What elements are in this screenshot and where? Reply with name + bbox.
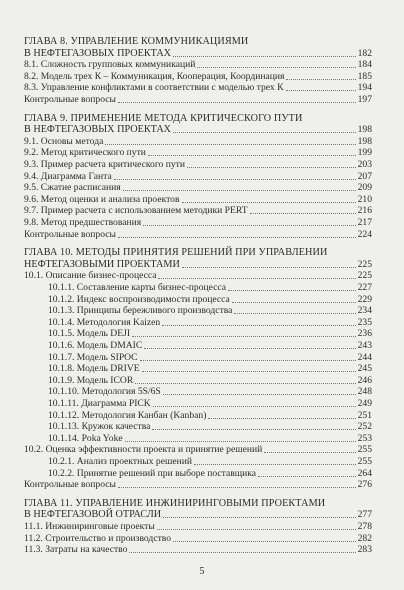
toc-entry-page: 246	[357, 374, 372, 386]
toc-entry-page: 283	[357, 544, 372, 556]
toc-entry-page: 234	[357, 305, 372, 317]
chapter-heading	[24, 259, 372, 270]
toc-entry	[24, 159, 372, 170]
dot-leader	[187, 166, 356, 168]
toc-entry-page: 225	[357, 258, 372, 270]
chapter-heading: ГЛАВА 11. УПРАВЛЕНИЕ ИНЖИНИРИНГОВЫМИ ПРОЕКТАМИ	[24, 497, 326, 509]
toc-entry-title: Контрольные вопросы	[24, 228, 116, 240]
dot-leader	[173, 131, 356, 133]
toc-entry	[48, 456, 372, 467]
dot-leader	[197, 66, 355, 68]
toc-entry-page: 229	[357, 293, 372, 305]
toc-entry	[24, 544, 372, 555]
toc-entry-title: 9.6. Метод оценки и анализа проектов	[24, 193, 180, 205]
toc-entry	[24, 147, 372, 158]
dot-leader	[105, 143, 355, 145]
dot-leader	[232, 301, 356, 303]
toc-entry	[24, 205, 372, 216]
toc-entry-title: 10.1.14. Poka Yoke	[48, 432, 123, 444]
toc-entry-title: 10.1.1. Составление карты бизнес-процесса	[48, 282, 227, 293]
toc-entry-title: 10.2. Оценка эффективности проекта и принятие решений	[24, 444, 263, 456]
toc-entry	[48, 398, 372, 409]
dot-leader	[194, 463, 356, 465]
toc-entry	[48, 363, 372, 374]
toc-entry-page: 225	[357, 270, 372, 282]
toc-entry	[48, 305, 372, 316]
toc-entry-page: 216	[357, 205, 372, 217]
toc-entry-title: В НЕФТЕГАЗОВЫХ ПРОЕКТАХ	[24, 124, 172, 136]
chapter-heading	[24, 124, 372, 135]
toc-entry-title: 8.3. Управление конфликтами в соответствии с моделью трех К	[24, 82, 284, 94]
dot-leader	[234, 312, 355, 314]
toc-entry-title: 9.1. Основы метода	[24, 135, 104, 147]
dot-leader	[286, 89, 356, 91]
dot-leader	[123, 189, 356, 191]
toc-entry-page: 182	[357, 47, 372, 59]
toc-entry-page: 203	[357, 159, 372, 170]
dot-leader	[286, 78, 355, 80]
toc-entry-page: 198	[357, 124, 372, 136]
toc-entry-title: 10.1. Описание бизнес-процесса	[24, 270, 157, 282]
toc-entry-page: 244	[357, 351, 372, 363]
toc-entry-title: 11.1. Инжиниринговые проекты	[24, 521, 155, 532]
toc-entry-page: 252	[357, 421, 372, 433]
toc-entry-title: 9.7. Пример расчета с использованием методики PERT	[24, 205, 248, 217]
toc-entry-title: 8.2. Модель трех К – Коммуникация, Кооперация, Координация	[24, 70, 285, 82]
toc-entry	[48, 352, 372, 363]
toc-entry-title: 10.1.7. Модель SIPOC	[48, 351, 138, 363]
dot-leader	[182, 201, 356, 203]
dot-leader	[140, 359, 356, 361]
page-number: 5	[199, 566, 205, 577]
toc-entry-page: 198	[357, 135, 372, 147]
dot-leader	[264, 451, 355, 453]
toc-entry-page: 277	[357, 509, 372, 521]
toc-entry	[24, 82, 372, 93]
toc-entry-page: 245	[357, 363, 372, 375]
toc-entry-page: 255	[357, 456, 372, 467]
toc-entry	[24, 171, 372, 182]
toc-entry	[48, 410, 372, 421]
toc-entry	[24, 229, 372, 240]
toc-entry-title: Контрольные вопросы	[24, 94, 116, 105]
toc-entry-title: 10.1.12. Методология Канбан (Kanban)	[48, 409, 207, 421]
toc-entry-page: 209	[357, 182, 372, 194]
dot-leader	[163, 393, 356, 395]
toc-entry	[48, 386, 372, 397]
toc-entry-title: 8.1. Сложность групповых коммуникаций	[24, 59, 196, 71]
toc-entry-page: 236	[357, 328, 372, 340]
chapter-heading	[24, 509, 372, 520]
dot-leader	[114, 178, 356, 180]
toc-entry-title: 9.3. Пример расчета критического пути	[24, 159, 185, 170]
toc-entry-title: 11.3. Затраты на качество	[24, 544, 128, 556]
toc-entry-page: 224	[357, 228, 372, 240]
dot-leader	[118, 486, 356, 488]
toc-entry-title: 10.1.2. Индекс воспроизводимости процесса	[48, 293, 230, 305]
toc-entry	[48, 421, 372, 432]
toc-entry-title: 9.8. Метод предшествования	[24, 217, 142, 228]
toc-entry	[24, 479, 372, 490]
toc-entry	[24, 59, 372, 70]
dot-leader	[143, 224, 355, 226]
dot-leader	[163, 516, 355, 518]
dot-leader	[258, 475, 356, 477]
toc-entry-page: 199	[357, 147, 372, 159]
toc-entry-title: 10.1.8. Модель DRIVE	[48, 363, 140, 375]
toc-entry-page: 207	[357, 170, 372, 182]
chapter-heading: ГЛАВА 8. УПРАВЛЕНИЕ КОММУНИКАЦИЯМИ	[24, 36, 249, 47]
toc-entry-page: 185	[357, 70, 372, 82]
dot-leader	[125, 440, 356, 442]
toc-entry	[24, 182, 372, 193]
toc-entry	[48, 468, 372, 479]
toc-entry-page: 194	[357, 82, 372, 94]
toc-entry-page: 249	[357, 398, 372, 409]
toc-entry-title: В НЕФТЕГАЗОВОЙ ОТРАСЛИ	[24, 509, 162, 521]
dot-leader	[228, 289, 356, 291]
dot-leader	[162, 324, 355, 326]
toc-entry-title: 9.5. Сжатие расписания	[24, 182, 121, 194]
toc-entry	[24, 217, 372, 228]
toc-entry	[48, 433, 372, 444]
toc-entry-title: 10.1.3. Принципы бережливого производства	[48, 305, 233, 317]
dot-leader	[173, 540, 356, 542]
toc-entry	[24, 444, 372, 455]
dot-leader	[129, 551, 355, 553]
toc-entry-page: 255	[357, 444, 372, 456]
toc-entry-page: 264	[357, 467, 372, 479]
dot-leader	[182, 266, 356, 268]
toc-entry	[48, 282, 372, 293]
toc-entry-title: НЕФТЕГАЗОВЫМИ ПРОЕКТАМИ	[24, 258, 180, 270]
dot-leader	[157, 528, 356, 530]
toc-entry-page: 251	[357, 409, 372, 421]
dot-leader	[158, 277, 355, 279]
toc-entry	[24, 136, 372, 147]
toc-entry-page: 253	[357, 432, 372, 444]
toc-entry-page: 217	[357, 217, 372, 228]
dot-leader	[208, 417, 355, 419]
chapter-heading: ГЛАВА 10. МЕТОДЫ ПРИНЯТИЯ РЕШЕНИЙ ПРИ УПРАВЛЕНИИ	[24, 247, 328, 259]
toc-entry	[24, 270, 372, 281]
toc-entry	[24, 533, 372, 544]
dot-leader	[135, 382, 355, 384]
dot-leader	[132, 335, 356, 337]
toc-entry-page: 278	[357, 521, 372, 532]
toc-entry-page: 282	[357, 532, 372, 544]
toc-entry	[24, 521, 372, 532]
toc-entry-title: 10.1.11. Диаграмма PICK	[48, 398, 151, 409]
toc-entry-title: 10.1.4. Методология Kaizen	[48, 316, 161, 328]
dot-leader	[153, 405, 356, 407]
toc-entry-page: 248	[357, 386, 372, 398]
toc-entry-title: 11.2. Строительство и производство	[24, 532, 172, 544]
toc-entry	[48, 340, 372, 351]
dot-leader	[250, 212, 356, 214]
toc-entry-title: 10.2.1. Анализ проектных решений	[48, 456, 193, 467]
chapter-heading: ГЛАВА 9. ПРИМЕНЕНИЕ МЕТОДА КРИТИЧЕСКОГО ПУТИ	[24, 112, 303, 124]
toc-entry	[48, 328, 372, 339]
toc-entry	[48, 317, 372, 328]
toc-entry	[24, 71, 372, 82]
toc-entry-title: 10.1.10. Методология 5S/6S	[48, 386, 161, 398]
toc-entry-page: 184	[357, 59, 372, 71]
toc-entry-title: 10.1.9. Модель ICOR	[48, 374, 134, 386]
toc-entry-page: 227	[357, 282, 372, 293]
chapter-heading	[24, 48, 372, 59]
toc-entry-title: 9.4. Диаграмма Ганта	[24, 170, 112, 182]
dot-leader	[173, 55, 356, 57]
toc-entry-page: 235	[357, 316, 372, 328]
toc-entry	[24, 94, 372, 105]
dot-leader	[152, 428, 355, 430]
toc-entry-title: 9.2. Метод критического пути	[24, 147, 146, 159]
dot-leader	[118, 101, 356, 103]
toc-entry-page: 210	[357, 193, 372, 205]
dot-leader	[142, 370, 356, 372]
toc-entry-title: Контрольные вопросы	[24, 479, 116, 491]
dot-leader	[148, 154, 356, 156]
toc-entry-title: 10.2.2. Принятие решений при выборе поставщика	[48, 467, 257, 479]
toc-entry-title: 10.1.5. Модель DEJI	[48, 328, 131, 340]
dot-leader	[118, 236, 356, 238]
toc-entry-title: 10.1.13. Кружок качества	[48, 421, 151, 433]
toc-entry-page: 197	[357, 94, 372, 105]
toc-entry	[48, 375, 372, 386]
toc-entry-page: 243	[357, 340, 372, 351]
toc-entry	[48, 294, 372, 305]
dot-leader	[144, 347, 355, 349]
toc-entry-page: 276	[357, 479, 372, 491]
toc-entry-title: В НЕФТЕГАЗОВЫХ ПРОЕКТАХ	[24, 47, 172, 59]
toc-entry	[24, 194, 372, 205]
toc-entry-title: 10.1.6. Модель DMAIC	[48, 340, 143, 351]
